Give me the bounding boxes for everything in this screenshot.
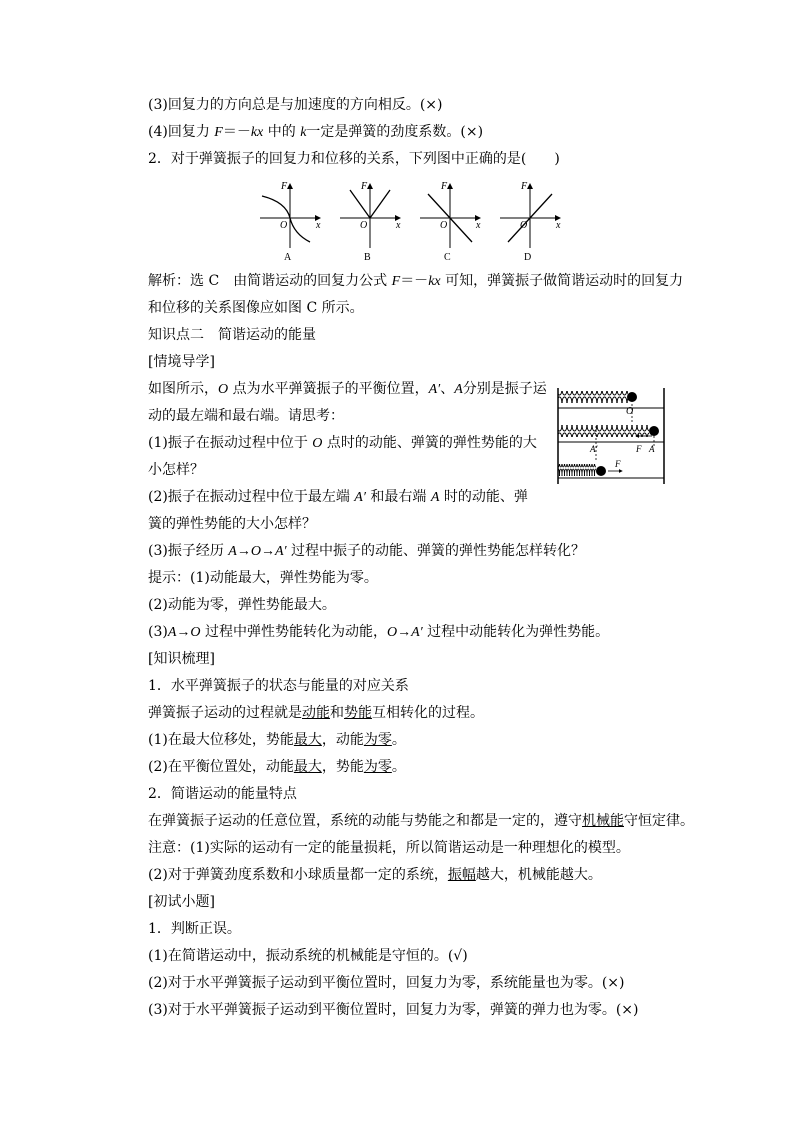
spring-oscillator-figure	[552, 384, 670, 490]
trial-item-2: (2)对于水平弹簧振子运动到平衡位置时，回复力为零，系统能量也为零。(×)	[148, 975, 625, 991]
line-b-left	[350, 190, 370, 218]
ball-row-3	[596, 466, 606, 476]
think-question-2b: 簧的弹性势能的大小怎样？	[148, 516, 316, 532]
trial-question-1: 1．判断正误。	[148, 921, 241, 937]
spring-row-2	[558, 425, 649, 437]
axis-f-label: F	[361, 181, 368, 192]
think-question-3: (3)振子经历 A→O→A′ 过程中振子的动能、弹簧的弹性势能怎样转化？	[148, 543, 586, 559]
hint-3: (3)A→O 过程中弹性势能转化为动能，O→A′ 过程中动能转化为弹性势能。	[148, 624, 610, 640]
line-b-right	[370, 190, 390, 218]
think-question-2a: (2)振子在振动过程中位于最左端 A′ 和最右端 A 时的动能、弹	[148, 489, 528, 505]
graph-c	[420, 181, 481, 263]
graph-b-label: B	[364, 252, 371, 263]
label-f-upper: F	[636, 444, 642, 454]
graph-d	[500, 181, 561, 263]
subheading-knowledge: [知识梳理]	[148, 651, 215, 667]
think-question-1a: (1)振子在振动过程中位于 O 点时的动能、弹簧的弹性势能的大	[148, 435, 537, 451]
axis-x-label: x	[556, 220, 561, 231]
knowledge-text-3: (2)在平衡位置处，动能最大，势能为零。	[148, 759, 406, 775]
graph-a	[260, 181, 321, 263]
force-displacement-graphs	[250, 176, 580, 268]
axis-x-label: x	[316, 220, 321, 231]
analysis-line-2: 和位移的关系图像应如图 C 所示。	[148, 300, 364, 316]
hint-1: 提示：(1)动能最大，弹性势能为零。	[148, 570, 378, 586]
subheading-situation: [情境导学]	[148, 354, 215, 370]
note-1: 注意：(1)实际的运动有一定的能量损耗，所以简谐运动是一种理想化的模型。	[148, 840, 630, 856]
graph-c-label: C	[444, 252, 451, 263]
axis-x-label: x	[476, 220, 481, 231]
spring-row-3	[558, 464, 596, 476]
situation-intro-1: 如图所示，O 点为水平弹簧振子的平衡位置，A′、A分别是振子运	[148, 381, 547, 397]
note-2: (2)对于弹簧劲度系数和小球质量都一定的系统，振幅越大，机械能越大。	[148, 867, 602, 883]
origin-label: O	[440, 220, 448, 231]
label-a-prime: A′	[590, 444, 598, 454]
judge-item-4: (4)回复力 F＝－kx 中的 k一定是弹簧的劲度系数。(×)	[148, 124, 484, 140]
axis-f-label: F	[441, 181, 448, 192]
knowledge-text-4: 在弹簧振子运动的任意位置，系统的动能与势能之和都是一定的，遵守机械能守恒定律。	[148, 813, 694, 829]
subheading-trial: [初试小题]	[148, 894, 215, 910]
question-2: 2．对于弹簧振子的回复力和位移的关系，下列图中正确的是( )	[148, 151, 560, 167]
situation-intro-2: 动的最左端和最右端。请思考：	[148, 408, 344, 424]
analysis-line-1: 解析：选 C 由简谐运动的回复力公式 F＝－kx 可知，弹簧振子做简谐运动时的回复力	[148, 273, 684, 289]
think-question-1b: 小怎样？	[148, 462, 204, 478]
graph-b	[340, 181, 401, 263]
section-title: 知识点二 简谐运动的能量	[148, 327, 316, 343]
axis-x-label: x	[396, 220, 401, 231]
spring-row-1	[558, 391, 628, 403]
knowledge-text-2: (1)在最大位移处，势能最大，动能为零。	[148, 732, 406, 748]
label-a: A	[649, 444, 655, 454]
knowledge-point-2: 2．简谐运动的能量特点	[148, 786, 297, 802]
axis-f-label: F	[281, 181, 288, 192]
origin-label: O	[360, 220, 368, 231]
origin-label: O	[280, 220, 288, 231]
trial-item-3: (3)对于水平弹簧振子运动到平衡位置时，回复力为零，弹簧的弹力也为零。(×)	[148, 1002, 639, 1018]
ball-row-1	[627, 392, 637, 402]
origin-label: O	[520, 220, 528, 231]
judge-item-3: (3)回复力的方向总是与加速度的方向相反。(×)	[148, 97, 443, 113]
hint-2: (2)动能为零，弹性势能最大。	[148, 597, 336, 613]
label-f-lower: F	[615, 459, 621, 469]
graph-d-label: D	[524, 252, 532, 263]
axis-f-label: F	[521, 181, 528, 192]
ball-row-2	[649, 426, 659, 436]
trial-item-1: (1)在简谐运动中，振动系统的机械能是守恒的。(√)	[148, 948, 468, 964]
graph-a-label: A	[284, 252, 292, 263]
label-o: O	[626, 406, 634, 417]
knowledge-point-1: 1．水平弹簧振子的状态与能量的对应关系	[148, 678, 409, 694]
curve-a	[262, 196, 310, 242]
knowledge-text-1: 弹簧振子运动的过程就是动能和势能互相转化的过程。	[148, 705, 484, 721]
